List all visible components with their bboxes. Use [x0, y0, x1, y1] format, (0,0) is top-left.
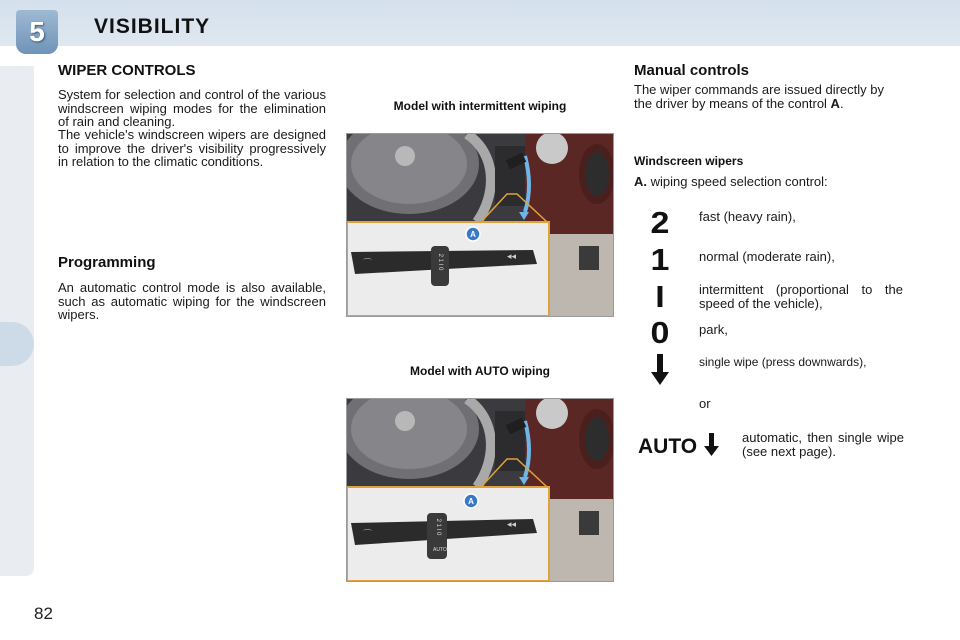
manual-controls-heading: Manual controls [634, 62, 750, 79]
position-2-label: fast (heavy rain), [699, 209, 796, 224]
control-a-label: A [470, 230, 476, 239]
position-1-symbol [650, 245, 670, 280]
position-2-symbol [650, 208, 670, 243]
wiper-controls-heading: WIPER CONTROLS [58, 62, 196, 79]
speed-selection-line: A. wiping speed selection control: [634, 174, 828, 189]
windscreen-wipers-heading: Windscreen wipers [634, 154, 744, 168]
wiper-icon: ⌒ [363, 258, 373, 268]
stalk-auto-text: AUTO [433, 547, 447, 553]
chapter-title: VISIBILITY [94, 15, 211, 38]
arrow-down-icon [650, 354, 670, 391]
control-a-ref: A [830, 95, 840, 111]
or-label: or [699, 396, 711, 411]
chapter-marker [0, 322, 34, 366]
position-1-label: normal (moderate rain), [699, 249, 835, 264]
position-intermittent-label: intermittent (proportional to the speed of the vehicle), [699, 282, 903, 311]
wash-icon: ◂◂ [507, 251, 517, 261]
svg-text:1: 1 [650, 245, 670, 275]
auto-label: automatic, then single wipe (see next page). [742, 430, 904, 459]
position-0-label: park, [699, 322, 728, 337]
auto-symbol [638, 432, 722, 463]
side-bar [0, 66, 34, 576]
control-a-label: A [468, 497, 474, 506]
svg-text:2: 2 [650, 208, 670, 238]
stalk-scale-text: 2 1 I 0 [435, 518, 441, 536]
design-paragraph: The vehicle's windscreen wipers are designed to improve the driver's visibility progressively in relation to the climatic conditions. [58, 127, 326, 169]
intermittent-wiper-photo [346, 133, 614, 317]
svg-text:0: 0 [650, 318, 670, 348]
intro-paragraph: System for selection and control of the various windscreen wiping modes for the elimination of rain and cleaning. [58, 87, 326, 129]
figure-caption-intermittent: Model with intermittent wiping [393, 99, 567, 113]
manual-controls-paragraph: The wiper commands are issued directly by the driver by means of the control A. [634, 82, 884, 111]
auto-wiper-photo [346, 398, 614, 582]
single-wipe-label: single wipe (press downwards), [699, 355, 867, 369]
svg-text:I: I [655, 282, 665, 312]
stalk-scale-text: 2 1 I 0 [437, 253, 443, 271]
wash-icon: ◂◂ [507, 519, 517, 529]
position-0-symbol [650, 318, 670, 353]
svg-text:AUTO: AUTO [638, 435, 698, 458]
figure-caption-auto: Model with AUTO wiping [410, 364, 550, 378]
chapter-number-tab: 5 [16, 10, 58, 54]
wiper-icon: ⌒ [363, 529, 373, 539]
page-number: 82 [34, 604, 53, 623]
programming-paragraph: An automatic control mode is also available, such as automatic wiping for the windscreen wipers. [58, 280, 326, 322]
programming-heading: Programming [58, 254, 156, 271]
position-intermittent-symbol [650, 282, 670, 317]
